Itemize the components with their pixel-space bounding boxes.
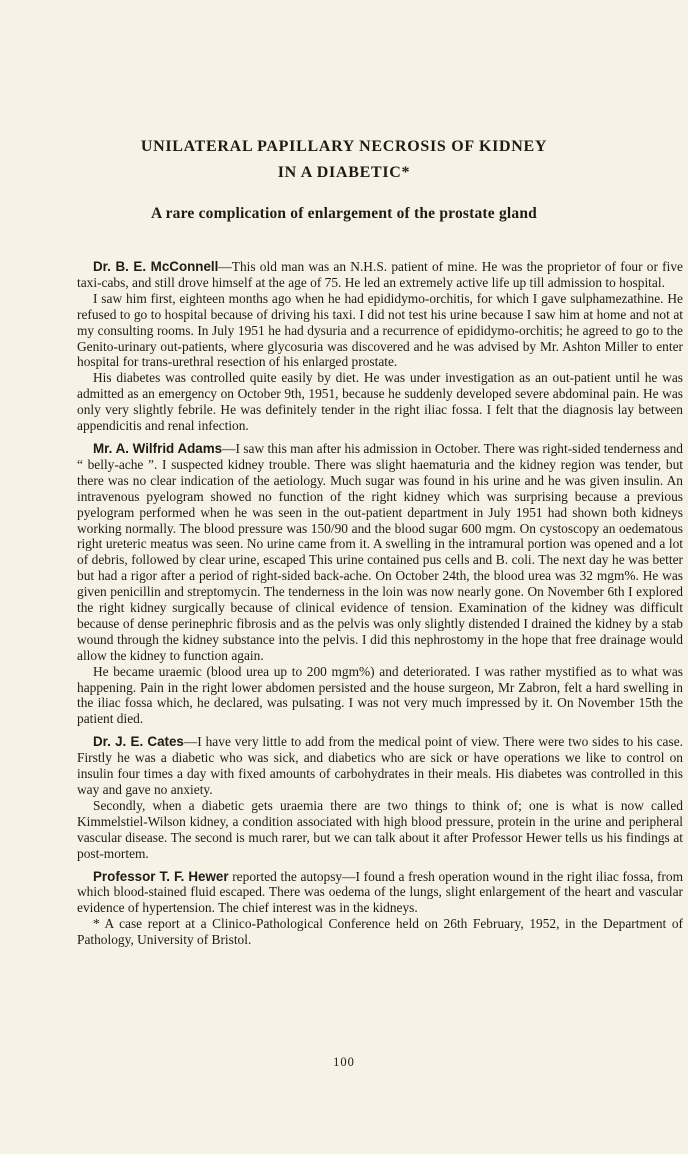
speaker-name: Dr. B. E. McConnell bbox=[93, 259, 219, 274]
footnote: * A case report at a Clinico-Pathological Conference held on 26th February, 1952, in the Department of Pathology, University of Bristol. bbox=[77, 916, 683, 948]
paragraph-text: —This old man was an N.H.S. patient of mine. He was the proprietor of four or five taxi-cabs, and still drove himself at the age of 75. He led an extremely active life up till admission to hospital. bbox=[77, 259, 683, 290]
section-cates-p1 bbox=[77, 734, 683, 798]
speaker-name: Dr. J. E. Cates bbox=[93, 734, 184, 750]
section-hewer-p1 bbox=[77, 869, 683, 917]
speaker-name: Professor T. F. Hewer bbox=[93, 868, 229, 884]
title-line-1: UNILATERAL PAPILLARY NECROSIS OF KIDNEY bbox=[140, 138, 548, 155]
page-number: 100 bbox=[333, 1055, 355, 1069]
paragraph-text: —I have very little to add from the medical point of view. There were two sides to his case. Firstly he was a diabetic who was sick, and diabetics who are sick or have operations we like to control on insulin four times a day with fixed amounts of carbohydrates in their meals. His diabetes was controlled in this way and gave no anxiety. bbox=[77, 734, 683, 797]
section-adams-p2: He became uraemic (blood urea up to 200 mgm%) and deteriorated. I was rather mystified as to what was happening. Pain in the right lower abdomen persisted and the house surgeon, Mr Zabron, felt a hard swelling in the iliac fossa which, he declared, was pulsating. I was not very much impressed by it. On November 15th the patient died. bbox=[77, 663, 683, 727]
article-subtitle: A rare complication of enlargement of the prostate gland bbox=[150, 205, 537, 222]
paragraph-text: —I saw this man after his admission in October. There was right-sided tenderness and “ belly-ache ”. I suspected kidney trouble. There was slight haematuria and the kidney region was tender, but there was no clear indication of the aetiology. Much sugar was found in his urine and he was given insulin. An intravenous pyelogram showed no function of the right kidney which was surprising because a previous pyelogram performed when he was seen in the out-patient department in July 1951 had shown both kidneys working normally. The blood pressure was 150/90 and the blood sugar 600 mgm. On cystoscopy an oedematous right ureteric meatus was seen. No urine came from it. A swelling in the intramural portion was opened and a lot of debris, followed by clear urine, escaped This urine contained pus cells and B. coli. The next day he was better but had a rigor after a period of right-sided back-ache. On October 24th, the blood urea was 32 mgm%. He was given penicillin and streptomycin. The tenderness in the loin was now nearly gone. On November 6th I explored the right kidney surgically because of clinical evidence of tension. Examination of the kidney was difficult because of dense perinephric fibrosis and as the pelvis was only slightly distended I drained the kidney by a stab wound through the kidney substance into the pelvis. I did this nephrostomy in the hope that free drainage would allow the kidney to function again. bbox=[77, 440, 683, 663]
paragraph-text: reported the autopsy—I found a fresh operation wound in the right iliac fossa, from which blood-stained fluid escaped. There was oedema of the lungs, slight enlargement of the heart and vascular evidence of hypertension. The chief interest was in the kidneys. bbox=[77, 868, 683, 916]
title-line-2: IN A DIABETIC* bbox=[277, 164, 411, 181]
section-mcconnell-p2: I saw him first, eighteen months ago when he had epididymo-orchitis, for which I gave sulphamezathine. He refused to go to hospital because of driving his taxi. I did not test his urine because I saw him at home and not at my consulting rooms. In July 1951 he had dysuria and a recurrence of epididymo-orchitis; he agreed to go to the Genito-urinary out-patients, where glycosuria was discovered and he was advised by Mr. Ashton Miller to enter hospital for trans-urethral resection of his enlarged prostate. bbox=[77, 290, 683, 370]
section-cates-p2: Secondly, when a diabetic gets uraemia there are two things to think of; one is what is now called Kimmelstiel-Wilson kidney, a condition associated with high blood pressure, protein in the urine and peripheral vascular disease. The second is much rarer, but we can talk about it after Professor Hewer tells us his findings at post-mortem. bbox=[77, 797, 683, 861]
section-adams-p1 bbox=[77, 441, 683, 664]
section-mcconnell-p1 bbox=[77, 259, 683, 291]
article-body bbox=[77, 259, 683, 948]
speaker-name: Mr. A. Wilfrid Adams bbox=[93, 440, 223, 456]
section-mcconnell-p3: His diabetes was controlled quite easily by diet. He was under investigation as an out-patient until he was admitted as an emergency on October 9th, 1951, because he suddenly developed severe abdominal pain. He was only very slightly febrile. He was definitely tender in the right iliac fossa. I felt that the diagnosis lay between appendicitis and renal infection. bbox=[77, 370, 683, 434]
article-title bbox=[0, 134, 688, 186]
